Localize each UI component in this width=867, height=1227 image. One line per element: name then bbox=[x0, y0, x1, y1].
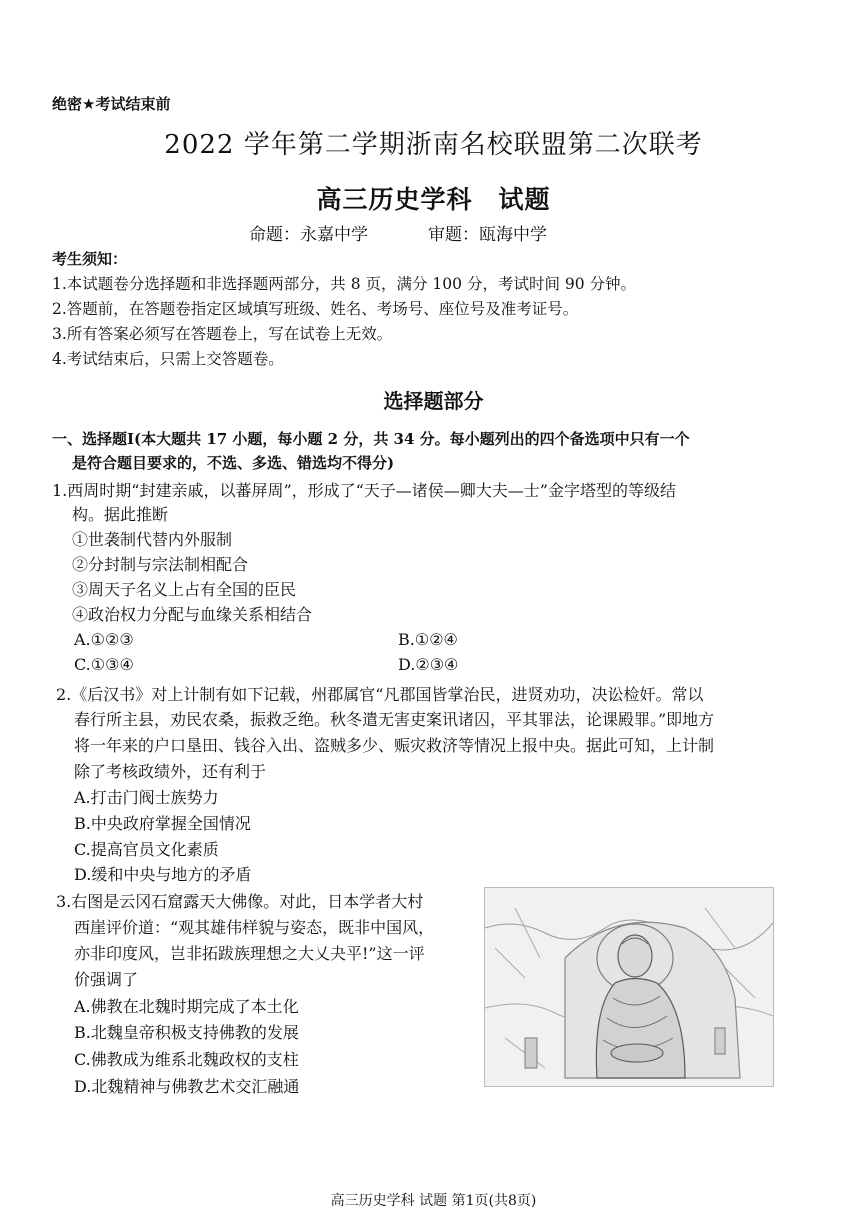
option-a: A.打击门阀士族势力 bbox=[74, 788, 219, 807]
notice-item: 1.本试题卷分选择题和非选择题两部分，共 8 页，满分 100 分，考试时间 90 分钟。 bbox=[52, 275, 637, 293]
option-c: C.①③④ bbox=[74, 655, 134, 674]
notice-item: 4.考试结束后，只需上交答题卷。 bbox=[52, 350, 284, 368]
statement: ④政治权力分配与血缘关系相结合 bbox=[72, 605, 313, 624]
notice-heading: 考生须知： bbox=[52, 250, 128, 268]
buddha-statue-photo bbox=[484, 887, 774, 1087]
section-instruction: 一、选择题Ⅰ(本大题共 17 小题，每小题 2 分，共 34 分。每小题列出的四个备选项中只有一个 bbox=[52, 430, 690, 448]
page-footer: 高三历史学科 试题 第1页(共8页) bbox=[330, 1193, 537, 1209]
question-stem: 春行所主县，劝民农桑，振救乏绝。秋冬遣无害吏案讯诸囚，平其罪法，论课殿罪。”即地方 bbox=[74, 710, 715, 729]
notice-item: 3.所有答案必须写在答题卷上，写在试卷上无效。 bbox=[52, 325, 393, 343]
option-b: B.①②④ bbox=[398, 630, 458, 649]
statement: ③周天子名义上占有全国的臣民 bbox=[72, 580, 297, 599]
exam-title: 2022 学年第二学期浙南名校联盟第二次联考 bbox=[164, 130, 703, 160]
question-stem: 1.西周时期“封建亲戚，以蕃屏周”，形成了“天子—诸侯—卿大夫—士”金字塔型的等级结 bbox=[52, 481, 676, 500]
author-setter: 命题：永嘉中学 bbox=[249, 225, 368, 245]
section-instruction: 是符合题目要求的，不选、多选、错选均不得分) bbox=[72, 454, 395, 472]
author-reviewer: 审题：瓯海中学 bbox=[428, 225, 547, 245]
notice-item: 2.答题前，在答题卷指定区域填写班级、姓名、考场号、座位号及准考证号。 bbox=[52, 300, 579, 318]
option-c: C.提高官员文化素质 bbox=[74, 840, 219, 859]
option-a: A.佛教在北魏时期完成了本土化 bbox=[74, 997, 299, 1016]
confidential-label: 绝密★考试结束前 bbox=[52, 95, 171, 113]
option-a: A.①②③ bbox=[74, 630, 134, 649]
question-stem: 价强调了 bbox=[74, 970, 139, 989]
option-b: B.中央政府掌握全国情况 bbox=[74, 814, 251, 833]
option-d: D.北魏精神与佛教艺术交汇融通 bbox=[74, 1077, 300, 1096]
question-stem: 西崖评价道：“观其雄伟样貌与姿态，既非中国风， bbox=[74, 918, 435, 937]
question-stem: 2.《后汉书》对上计制有如下记载，州郡属官“凡郡国皆掌治民，进贤劝功，决讼检奸。常以 bbox=[56, 685, 704, 704]
question-stem: 除了考核政绩外，还有利于 bbox=[74, 762, 267, 781]
subject-title: 高三历史学科 试题 bbox=[316, 185, 551, 214]
section-title: 选择题部分 bbox=[383, 389, 484, 413]
question-stem: 构。据此推断 bbox=[72, 505, 169, 524]
question-stem: 亦非印度风，岂非拓跋族理想之大乂夬平!”这一评 bbox=[74, 944, 425, 963]
question-stem: 将一年来的户口垦田、钱谷入出、盗贼多少、赈灾救济等情况上报中央。据此可知，上计制 bbox=[74, 736, 715, 755]
question-stem: 3.右图是云冈石窟露天大佛像。对此，日本学者大村 bbox=[56, 892, 424, 911]
option-d: D.②③④ bbox=[398, 655, 459, 674]
option-d: D.缓和中央与地方的矛盾 bbox=[74, 865, 252, 884]
statement: ②分封制与宗法制相配合 bbox=[72, 555, 249, 574]
option-c: C.佛教成为维系北魏政权的支柱 bbox=[74, 1050, 299, 1069]
buddha-statue-illustration bbox=[485, 888, 773, 1086]
option-b: B.北魏皇帝积极支持佛教的发展 bbox=[74, 1023, 299, 1042]
statement: ①世袭制代替内外服制 bbox=[72, 530, 233, 549]
